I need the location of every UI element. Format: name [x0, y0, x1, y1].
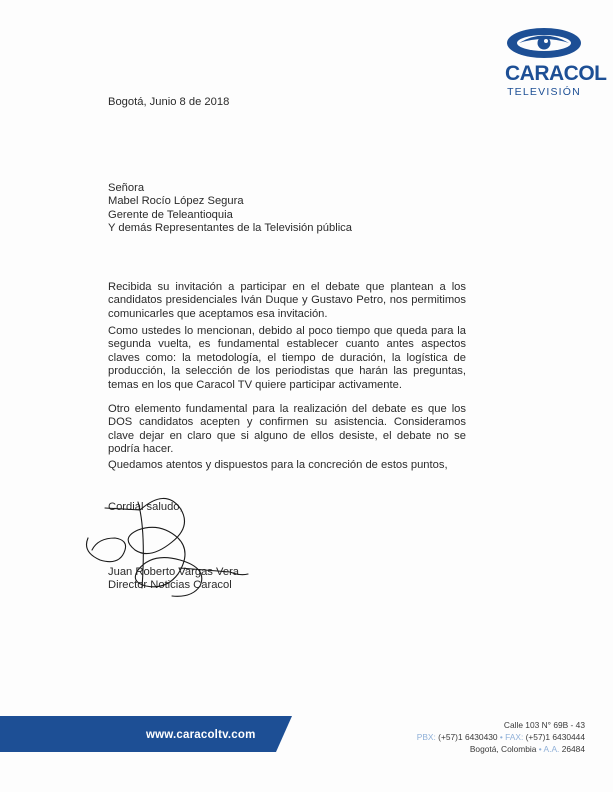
body-paragraph: Otro elemento fundamental para la realización del debate es que los DOS candidatos acepten y confirmen su asistencia. Consideramos clave dejar en claro que si alguno de ellos desiste, el debate no se podría hacer.	[108, 403, 466, 456]
footer-street: Calle 103 N° 69B - 43	[503, 720, 585, 730]
addressee-line: Señora	[108, 182, 145, 194]
addressee-line: Mabel Rocío López Segura	[108, 195, 244, 208]
caracol-logo	[505, 22, 607, 112]
signer-title: Director Noticias Caracol	[108, 579, 232, 591]
separator: •	[499, 732, 503, 742]
website-link[interactable]: www.caracoltv.com	[146, 729, 256, 741]
body-paragraph: Como ustedes lo mencionan, debido al poco tiempo que queda para la segunda vuelta, es fundamental establecer cuanto antes aspectos claves como: la metodología, el tiempo de duración, la logística de producción, la selección de los periodistas que harán las preguntas, temas en los que Caracol TV quiere participar activamente.	[108, 325, 466, 391]
pbx-number: (+57)1 6430430	[438, 732, 498, 742]
addressee-block	[108, 182, 352, 235]
separator: •	[538, 744, 542, 754]
body-paragraph: Recibida su invitación a participar en el debate que plantean a los candidatos presidenciales Iván Duque y Gustavo Petro, nos permitimos comunicarles que aceptamos esa invitación.	[108, 281, 466, 320]
fax-label: FAX:	[505, 732, 524, 742]
aa-number: 26484	[561, 744, 585, 754]
city: Bogotá, Colombia	[469, 744, 537, 754]
fax-number: (+57)1 6430444	[525, 732, 585, 742]
footer-phones	[417, 732, 585, 743]
logo-subtitle: TELEVISIÓN	[507, 86, 581, 98]
pbx-label: PBX:	[416, 732, 436, 742]
logo-wordmark: CARACOL	[505, 62, 607, 85]
footer-city	[470, 744, 585, 755]
addressee-line: Y demás Representantes de la Televisión pública	[108, 221, 352, 234]
letter-date: Bogotá, Junio 8 de 2018	[108, 96, 230, 108]
caracol-eye-icon	[505, 22, 583, 64]
addressee-line: Gerente de Teleantioquia	[108, 208, 233, 221]
signer-name: Juan Roberto Vargas Vera	[108, 566, 240, 578]
aa-label: A.A.	[543, 744, 560, 754]
body-paragraph: Quedamos atentos y dispuestos para la concreción de estos puntos,	[108, 459, 448, 471]
closing-salutation: Cordial saludo,	[108, 501, 183, 513]
